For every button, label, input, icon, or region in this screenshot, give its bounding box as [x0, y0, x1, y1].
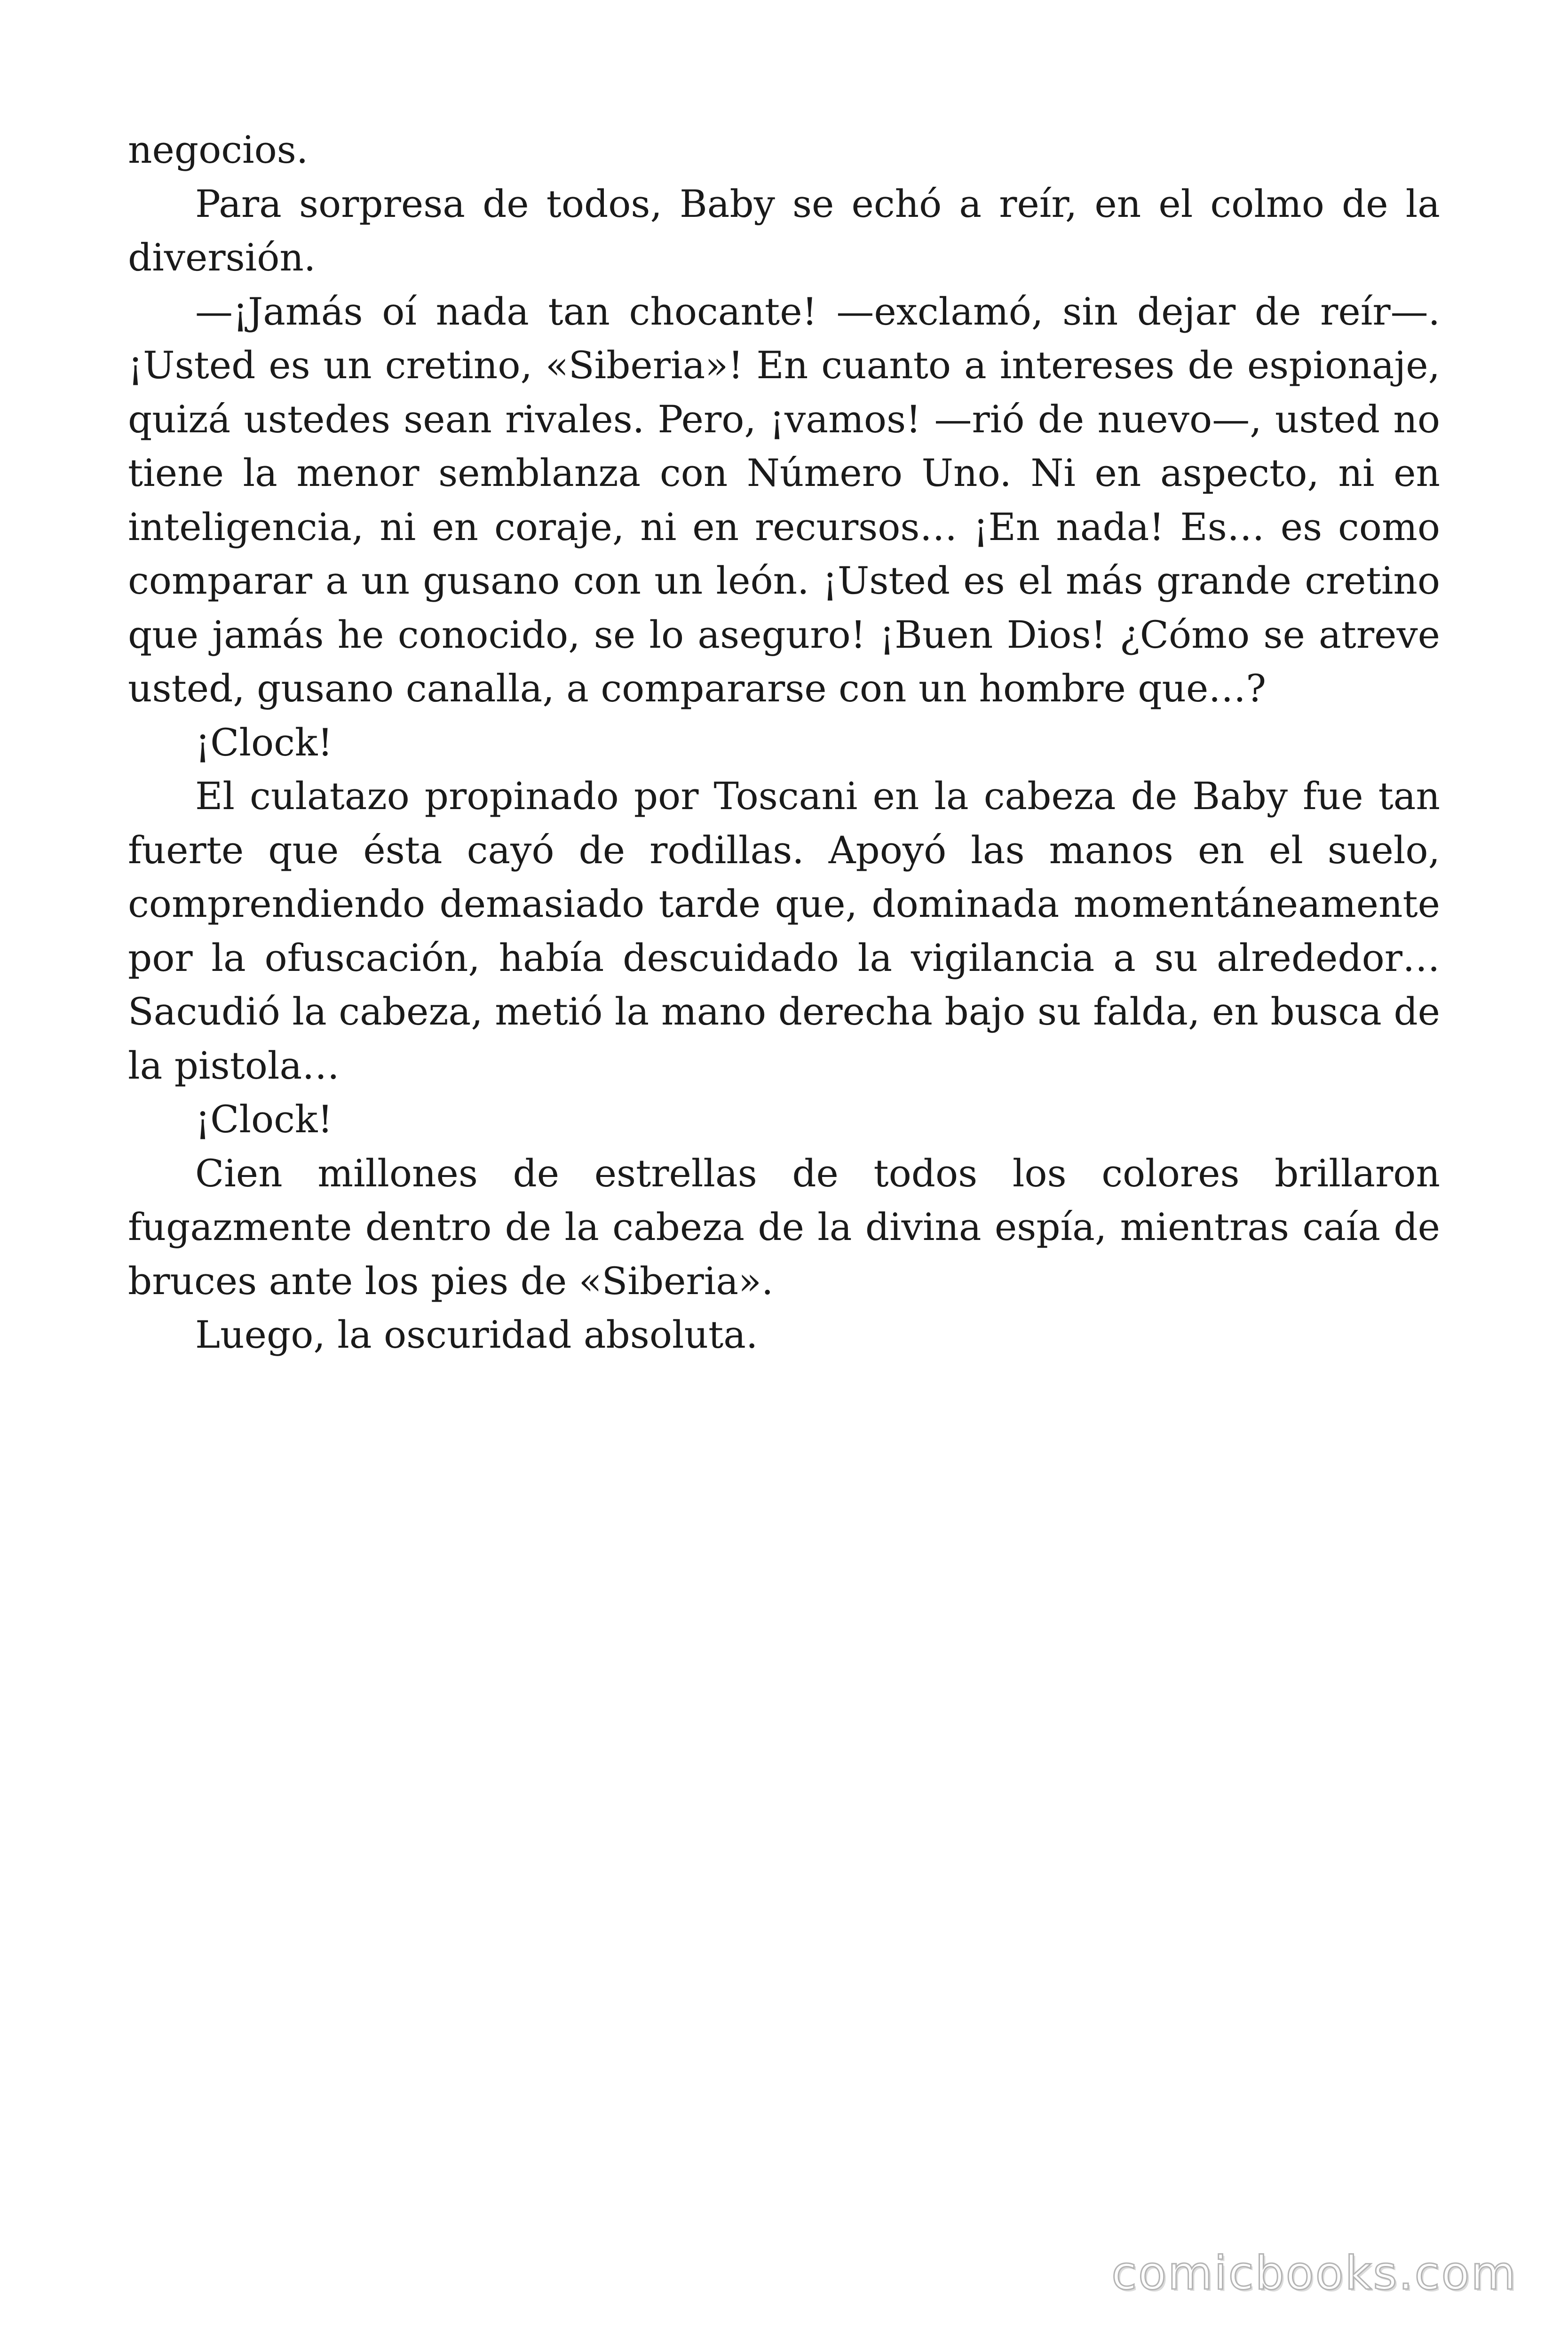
paragraph-continued: negocios. [128, 128, 309, 172]
page-body [128, 123, 1440, 1362]
paragraph: —¡Jamás oí nada tan chocante! —exclamó, sin dejar de reír—. ¡Usted es un cretino, «Siberia»! En cuanto a intereses de espionaje, quizá ustedes sean rivales. Pero, ¡vamos! —rió de nuevo—, usted no tiene la menor semblanza con Número Uno. Ni en aspecto, ni en inteligencia, ni en coraje, ni en recursos… ¡En nada! Es… es como comparar a un gusano con un león. ¡Usted es el más grande cretino que jamás he conocido, se lo aseguro! ¡Buen Dios! ¿Cómo se atreve usted, gusano canalla, a compararse con un hombre que…? [128, 289, 1440, 710]
paragraph: Para sorpresa de todos, Baby se echó a reír, en el colmo de la diversión. [128, 182, 1440, 279]
paragraph: Luego, la oscuridad absoluta. [195, 1313, 758, 1357]
paragraph: Cien millones de estrellas de todos los colores brillaron fugazmente dentro de la cabeza de la divina espía, mientras caía de bruces ante los pies de «Siberia». [128, 1151, 1440, 1303]
paragraph: ¡Clock! [195, 1097, 333, 1141]
paragraph: ¡Clock! [195, 720, 333, 764]
paragraph: El culatazo propinado por Toscani en la cabeza de Baby fue tan fuerte que ésta cayó de rodillas. Apoyó las manos en el suelo, comprendiendo demasiado tarde que, dominada momentáneamente por la ofuscación, había descuidado la vigilancia a su alrededor… Sacudió la cabeza, metió la mano derecha bajo su falda, en busca de la pistola… [128, 774, 1440, 1088]
watermark: comicbooks.com [1111, 2247, 1517, 2300]
